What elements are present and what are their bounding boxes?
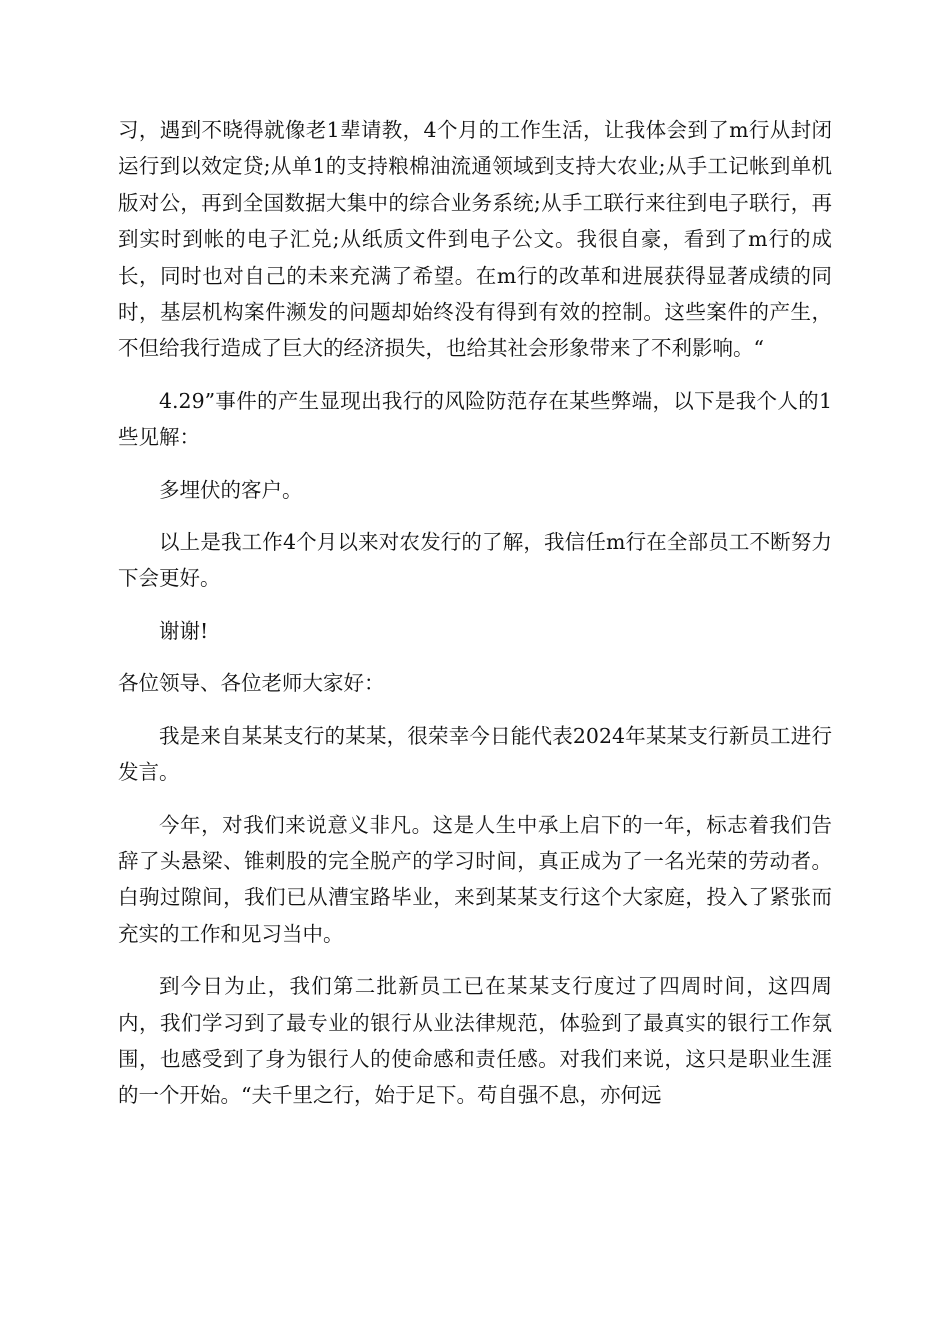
paragraph-9: 到今日为止，我们第二批新员工已在某某支行度过了四周时间，这四周内，我们学习到了最专业的银行从业法律规范，体验到了最真实的银行工作氛围，也感受到了身为银行人的使命感和责任感。对我们来说，这只是职业生涯的一个开始。“夫千里之行，始于足下。苟自强不息，亦何远 (118, 974, 832, 1108)
document-body (118, 112, 832, 1130)
paragraph-2: 4.29”事件的产生显现出我行的风险防范存在某些弊端，以下是我个人的1些见解： (118, 388, 832, 450)
paragraph-7: 我是来自某某支行的某某，很荣幸今日能代表2024年某某支行新员工进行发言。 (118, 723, 832, 785)
paragraph-4: 以上是我工作4个月以来对农发行的了解，我信任m行在全部员工不断努力下会更好。 (118, 530, 832, 591)
paragraph-8: 今年，对我们来说意义非凡。这是人生中承上启下的一年，标志着我们告辞了头悬梁、锥刺股的完全脱产的学习时间，真正成为了一名光荣的劳动者。白驹过隙间，我们已从漕宝路毕业，来到某某支行这个大家庭，投入了紧张而充实的工作和见习当中。 (118, 812, 832, 946)
salutation: 各位领导、各位老师大家好： (118, 671, 385, 696)
paragraph-3: 多埋伏的客户。 (159, 477, 303, 502)
paragraph-5: 谢谢! (159, 618, 209, 643)
paragraph-1: 习，遇到不晓得就像老1辈请教，4个月的工作生活，让我体会到了m行从封闭运行到以效定贷;从单1的支持粮棉油流通领域到支持大农业;从手工记帐到单机版对公，再到全国数据大集中的综合业务系统;从手工联行来往到电子联行，再到实时到帐的电子汇兑;从纸质文件到电子公文。我很自豪，看到了m行的成长，同时也对自己的未来充满了希望。在m行的改革和进展获得显著成绩的同时，基层机构案件濒发的问题却始终没有得到有效的控制。这些案件的产生，不但给我行造成了巨大的经济损失，也给其社会形象带来了不利影响。“ (118, 118, 832, 361)
